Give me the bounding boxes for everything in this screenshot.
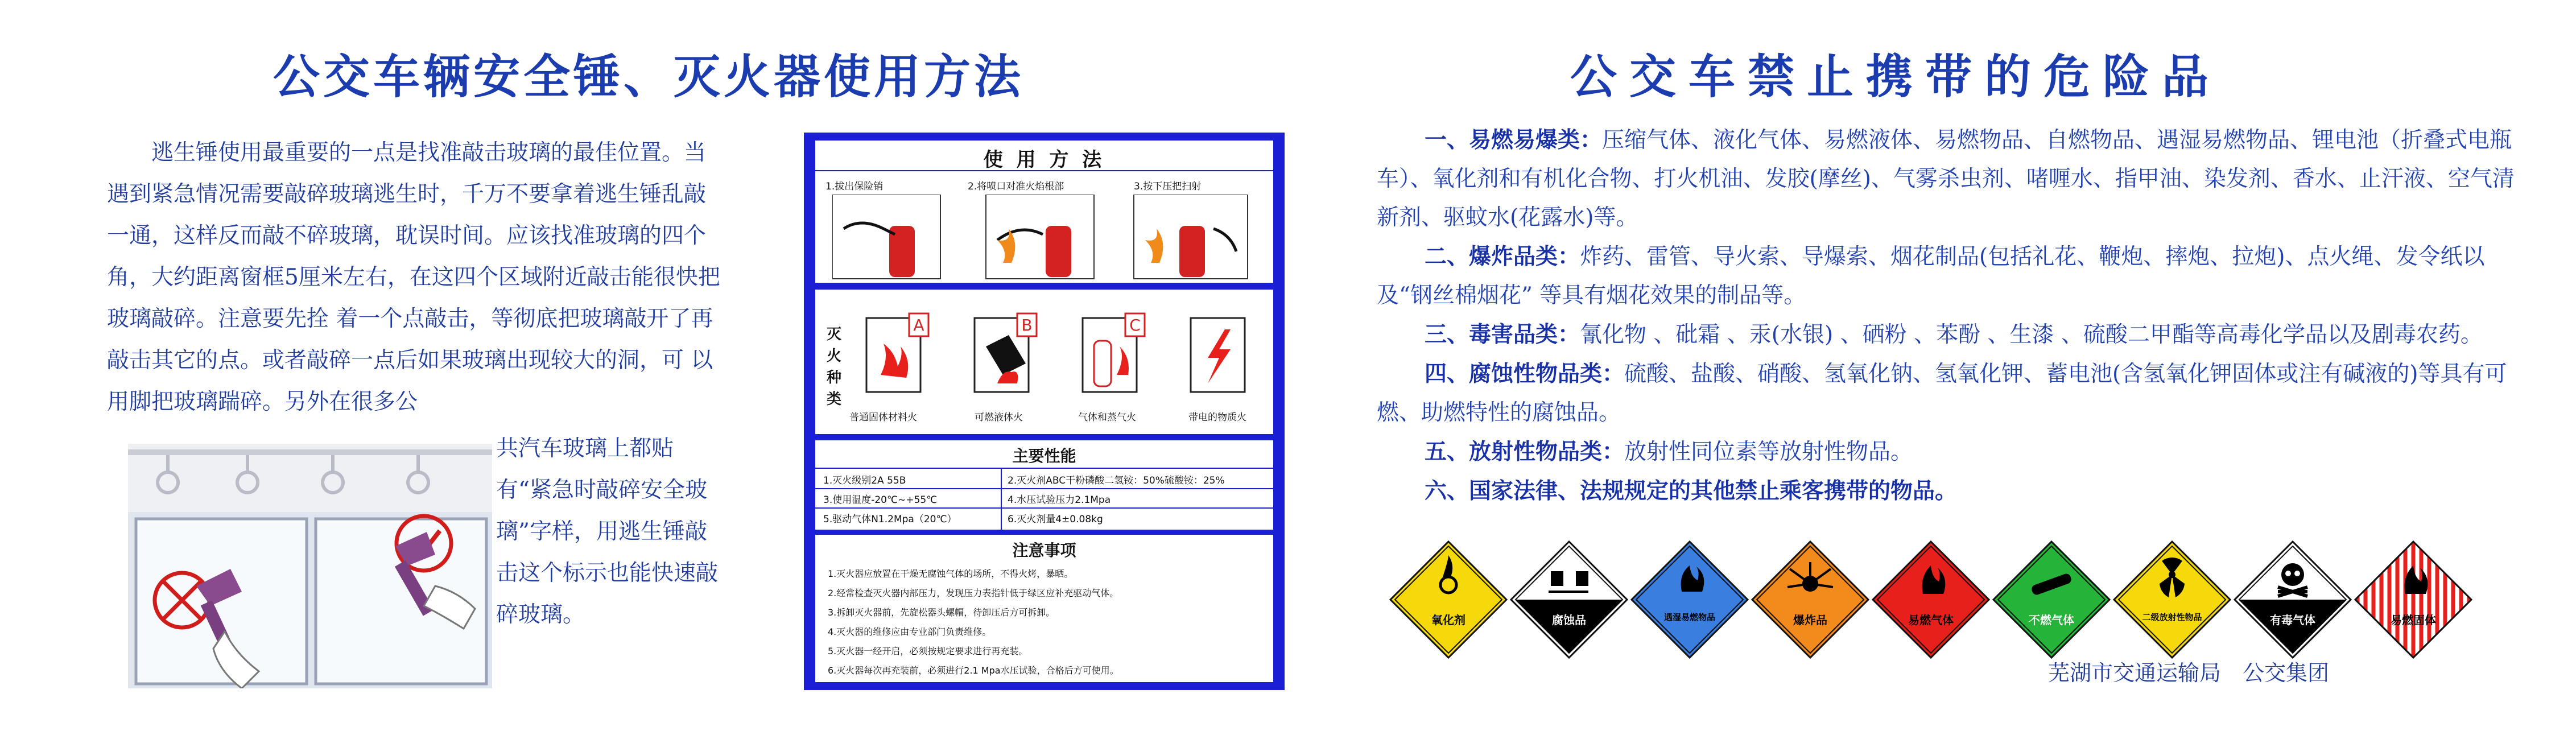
hazard-sign xyxy=(1750,539,1871,660)
escape-hammer-paragraph: 逃生锤使用最重要的一点是找准敲击玻璃的最佳位置。当遇到紧急情况需要敲碎玻璃逃生时，千万不要拿着逃生锤乱敲一通，这样反而敲不碎玻璃，耽误时间。应该找准玻璃的四个角，大约距离窗框5厘米左右，在这四个区域附近敲击能很快把玻璃敲碎。注意要先拴 着一个点敲击，等彻底把玻璃敲开了再敲击其它的点。或者敲碎一点后如果玻璃出现较大的洞，可 以用脚把玻璃踹碎。另外在很多公 xyxy=(107,140,720,415)
usage-step-1: 1.拔出保险销 xyxy=(825,181,884,192)
hazard-sign xyxy=(2112,539,2232,660)
perf-item-3: 3.使用温度-20℃~+55℃ xyxy=(823,494,938,506)
hazard-sign-label: 有毒气体 xyxy=(2270,613,2315,627)
fire-class-section xyxy=(815,290,1273,434)
item-label: 四、腐蚀性物品类： xyxy=(1425,361,1625,387)
hazard-sign xyxy=(2353,539,2474,660)
prohibited-item xyxy=(1377,354,2520,432)
perf-item-4: 4.水压试验压力2.1Mpa xyxy=(1008,494,1111,506)
hazard-sign-label: 氧化剂 xyxy=(1431,613,1465,627)
hazard-sign xyxy=(1509,539,1629,660)
right-title: 公交车禁止携带的危险品 xyxy=(1570,49,2222,104)
escape-hammer-text xyxy=(107,132,721,423)
note-item: 2.经常检查灭火器内部压力，发现压力表指针低于绿区应补充驱动气体。 xyxy=(828,588,1119,598)
hazard-diamond-icon xyxy=(2353,539,2474,660)
notes-title: 注意事项 xyxy=(1012,541,1076,560)
perf-item-5: 5.驱动气体N1.2Mpa（20℃） xyxy=(823,514,957,525)
hazard-sign-label: 易燃固体 xyxy=(2391,613,2436,627)
note-item: 4.灭火器的维修应由专业部门负责维修。 xyxy=(828,626,992,637)
note-item: 1.灭火器应放置在干燥无腐蚀气体的场所，不得火烤，暴晒。 xyxy=(828,568,1074,579)
fire-class-electric-label: 带电的物质火 xyxy=(1188,412,1246,423)
svg-text:A: A xyxy=(913,316,924,335)
hazard-sign-label: 不燃气体 xyxy=(2029,613,2074,627)
item-label: 六、国家法律、法规规定的其他禁止乘客携带的物品。 xyxy=(1425,478,1958,504)
item-text: 放射性同位素等放射性物品。 xyxy=(1624,439,1913,465)
bus-window-illustration xyxy=(128,444,492,688)
prohibited-item xyxy=(1377,315,2520,354)
notes-section xyxy=(815,535,1273,682)
fire-class-label: 灭火种类 xyxy=(827,326,842,408)
extinguisher-panel xyxy=(804,133,1285,690)
item-label: 一、易燃易爆类： xyxy=(1425,127,1603,153)
perf-item-1: 1.灭火级别2A 55B xyxy=(823,475,906,486)
item-text: 氰化物 、砒霜 、汞(水银) 、硒粉 、苯酚 、生漆 、硫酸二甲酯等高毒化学品以及剧毒农药。 xyxy=(1580,322,2483,348)
hazard-sign-label: 腐蚀品 xyxy=(1552,613,1586,627)
hazard-diamond-icon xyxy=(1750,539,1871,660)
escape-hammer-paragraph-cont: 共汽车玻璃上都贴有“紧急时敲碎安全玻璃”字样，用逃生锤敲击这个标示也能快速敲碎玻璃。 xyxy=(496,436,719,627)
fire-class-icons xyxy=(855,312,1265,398)
note-item: 6.灭火器每次再充装前，必须进行2.1 Mpa水压试验，合格后方可使用。 xyxy=(828,665,1119,676)
item-label: 二、爆炸品类： xyxy=(1425,243,1580,270)
hazard-sign-label: 易燃气体 xyxy=(1908,613,1954,627)
fire-class-c-label: 气体和蒸气火 xyxy=(1078,412,1136,423)
usage-section xyxy=(815,141,1273,283)
item-text: 硫酸、盐酸、硝酸、氢氧化钠、氢氧化钾、蓄电池(含氢氧化钾固体或注有碱液的)等具有可燃、助燃特性的腐蚀品。 xyxy=(1377,361,2507,426)
prohibited-item xyxy=(1377,472,2520,511)
hazard-sign-label: 爆炸品 xyxy=(1793,613,1827,627)
hazard-diamond-icon xyxy=(1388,539,1509,660)
fire-class-b-label: 可燃液体火 xyxy=(975,412,1023,423)
hazard-sign xyxy=(1991,539,2112,660)
notes-list xyxy=(828,564,1266,680)
item-label: 三、毒害品类： xyxy=(1425,321,1580,348)
hazard-sign-label: 二级放射性物品 xyxy=(2142,612,2202,622)
fire-class-a-label: 普通固体材料火 xyxy=(849,412,917,423)
hazard-diamond-icon xyxy=(1509,539,1629,660)
perf-item-6: 6.灭火剂量4±0.08kg xyxy=(1008,514,1103,525)
svg-text:C: C xyxy=(1129,316,1141,335)
item-text: 压缩气体、液化气体、易燃液体、易燃物品、自燃物品、遇湿易燃物品、锂电池（折叠式电瓶车）、氧化剂和有机化合物、打火机油、发胶(摩丝)、气雾杀虫剂、啫喱水、指甲油、染发剂、香水、止汗液、空气清新剂、驱蚊水(花露水)等。 xyxy=(1377,127,2515,230)
svg-text:B: B xyxy=(1021,316,1033,335)
left-title: 公交车辆安全锤、灭火器使用方法 xyxy=(273,49,1025,104)
prohibited-item xyxy=(1377,432,2520,472)
usage-step-2: 2.将喷口对准火焰根部 xyxy=(968,181,1064,192)
usage-steps-icon xyxy=(832,195,1259,280)
note-item: 3.拆卸灭火器前，先旋松器头螺帽，待卸压后方可拆卸。 xyxy=(828,607,1055,618)
hazard-diamond-icon xyxy=(2232,539,2353,660)
item-text: 炸药、雷管、导火索、导爆索、烟花制品(包括礼花、鞭炮、摔炮、拉炮)、点火绳、发令纸以及“钢丝棉烟花” 等具有烟花效果的制品等。 xyxy=(1377,244,2485,308)
hazard-sign xyxy=(1388,539,1509,660)
item-label: 五、放射性物品类： xyxy=(1425,439,1625,465)
prohibited-item xyxy=(1377,237,2520,315)
hazard-sign-label: 遇湿易燃物品 xyxy=(1663,612,1715,622)
performance-title: 主要性能 xyxy=(1012,447,1076,465)
hammer-illustration xyxy=(128,444,492,688)
performance-section xyxy=(815,440,1273,530)
hazard-sign xyxy=(1629,539,1750,660)
footer-issuer: 芜湖市交通运输局 公交集团 xyxy=(2048,660,2330,686)
hazard-diamond-icon xyxy=(1629,539,1750,660)
hazard-diamond-icon xyxy=(2112,539,2232,660)
usage-step-3: 3.按下压把扫射 xyxy=(1134,181,1202,192)
note-item: 5.灭火器一经开启，必须按规定要求进行再充装。 xyxy=(828,646,1028,657)
hazard-sign xyxy=(1871,539,1991,660)
escape-hammer-text-cont xyxy=(496,428,721,635)
prohibited-items-list xyxy=(1377,121,2520,511)
prohibited-item xyxy=(1377,121,2520,237)
hazard-diamond-icon xyxy=(1991,539,2112,660)
hazard-sign xyxy=(2232,539,2353,660)
usage-title: 使 用 方 法 xyxy=(983,148,1105,171)
hazard-diamond-icon xyxy=(1871,539,1991,660)
perf-item-2: 2.灭火剂ABC干粉磷酸二氢铵：50%硫酸铵：25% xyxy=(1008,475,1225,486)
